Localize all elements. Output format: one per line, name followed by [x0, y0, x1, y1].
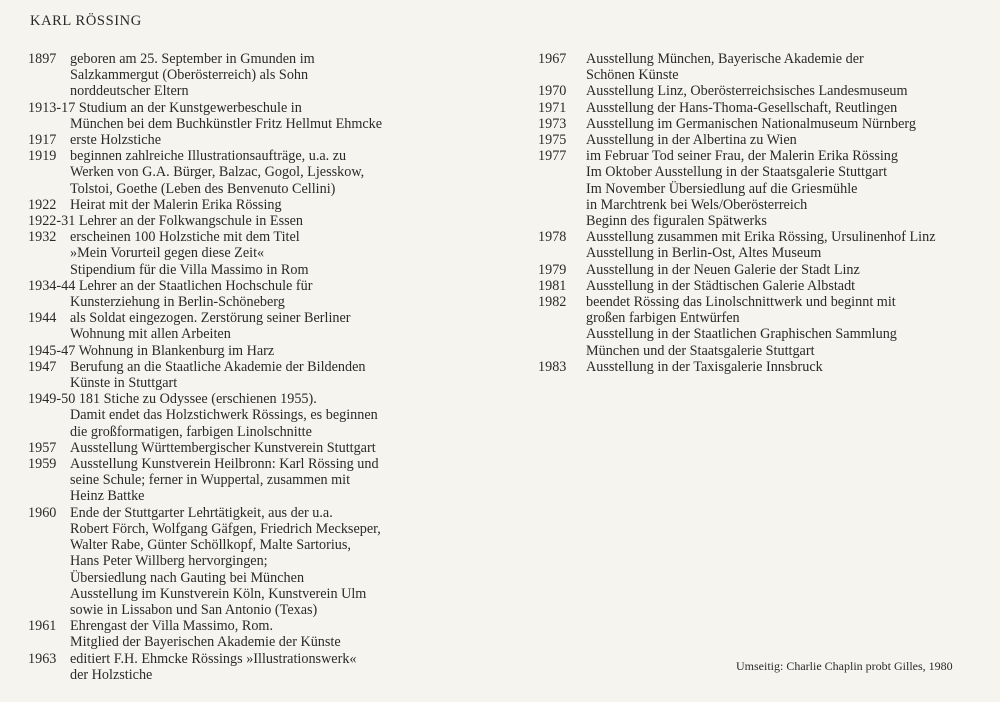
entry-year: 1917 — [28, 132, 57, 149]
entry-line: Ausstellung in der Staatlichen Graphischen Sammlung — [586, 326, 897, 343]
entry-year: 1975 — [538, 132, 567, 149]
entry-line: als Soldat eingezogen. Zerstörung seiner Berliner — [70, 310, 351, 327]
entry-text — [538, 148, 978, 229]
entry-year: 1897 — [28, 51, 57, 67]
entry-line: Kunsterziehung in Berlin-Schöneberg — [70, 294, 285, 311]
chronology-entry — [538, 229, 978, 261]
entry-year: 1970 — [538, 83, 567, 100]
entry-line: Tolstoi, Goethe (Leben des Benvenuto Cellini) — [70, 180, 336, 197]
entry-line: Ehrengast der Villa Massimo, Rom. — [70, 618, 274, 635]
entry-line: großen farbigen Entwürfen — [586, 310, 740, 327]
entry-line: Ende der Stuttgarter Lehrtätigkeit, aus der u.a. — [70, 504, 333, 521]
chronology-entry — [538, 262, 978, 278]
entry-text — [28, 229, 468, 278]
entry-text — [538, 294, 978, 359]
entry-text — [28, 440, 468, 456]
entry-year: 1963 — [28, 650, 57, 667]
entry-text — [28, 132, 468, 148]
chronology-entry — [538, 359, 978, 375]
entry-line: Ausstellung Württembergischer Kunstverein Stuttgart — [70, 439, 376, 456]
entry-line: Beginn des figuralen Spätwerks — [586, 213, 767, 230]
chronology-entry — [28, 51, 468, 100]
caption: Umseitig: Charlie Chaplin probt Gilles, 1980 — [736, 659, 953, 673]
entry-line: Ausstellung Kunstverein Heilbronn: Karl Rössing und — [70, 456, 379, 473]
chronology-entry — [28, 213, 468, 229]
entry-line: Im Oktober Ausstellung in der Staatsgalerie Stuttgart — [586, 164, 888, 181]
chronology-entry — [538, 278, 978, 294]
entry-text — [28, 310, 468, 342]
entry-line: erscheinen 100 Holzstiche mit dem Titel — [70, 229, 300, 246]
chronology-entry — [538, 51, 978, 83]
entry-line: Ausstellung in der Albertina zu Wien — [586, 132, 797, 149]
entry-text — [538, 116, 978, 132]
entry-year: 1978 — [538, 229, 567, 246]
entry-line: Werken von G.A. Bürger, Balzac, Gogol, Ljesskow, — [70, 164, 365, 181]
chronology-entry — [28, 132, 468, 148]
entry-text — [538, 83, 978, 99]
entry-line: in Marchtrenk bei Wels/Oberösterreich — [586, 196, 808, 213]
entry-text — [538, 359, 978, 375]
entry-year: 1983 — [538, 358, 567, 375]
chronology-entry — [538, 83, 978, 99]
entry-text — [28, 651, 468, 683]
entry-year: 1982 — [538, 294, 567, 311]
entry-line: seine Schule; ferner in Wuppertal, zusammen mit — [70, 472, 351, 489]
entry-year: 1977 — [538, 148, 567, 165]
chronology-entry — [28, 197, 468, 213]
entry-year: 1971 — [538, 99, 567, 116]
entry-line: Übersiedlung nach Gauting bei München — [70, 569, 305, 586]
entry-year: 1957 — [28, 439, 57, 456]
entry-line: Damit endet das Holzstichwerk Rössings, es beginnen — [70, 407, 378, 424]
entry-line: Mitglied der Bayerischen Akademie der Künste — [70, 634, 341, 651]
entry-line: 1945-47 Wohnung in Blankenburg im Harz — [28, 342, 275, 359]
entry-text — [28, 343, 468, 359]
entry-year: 1947 — [28, 358, 57, 375]
entry-line: Ausstellung zusammen mit Erika Rössing, Ursulinenhof Linz — [586, 229, 936, 246]
left-chronology-column — [28, 51, 468, 683]
chronology-entry — [28, 148, 468, 197]
entry-line: erste Holzstiche — [70, 132, 161, 149]
entry-line: Schönen Künste — [586, 67, 679, 84]
entry-year: 1932 — [28, 229, 57, 246]
entry-year: 1922 — [28, 196, 57, 213]
entry-line: Robert Förch, Wolfgang Gäfgen, Friedrich Meckseper, — [70, 520, 381, 537]
entry-line: Heirat mit der Malerin Erika Rössing — [70, 196, 282, 213]
entry-line: Ausstellung Linz, Oberösterreichsisches Landesmuseum — [586, 83, 908, 100]
entry-year: 1967 — [538, 51, 567, 67]
entry-line: Ausstellung im Germanischen Nationalmuseum Nürnberg — [586, 115, 916, 132]
entry-text — [28, 51, 468, 100]
entry-year: 1981 — [538, 277, 567, 294]
page-title: KARL RÖSSING — [30, 13, 142, 29]
entry-line: 1913-17 Studium an der Kunstgewerbeschule in — [28, 99, 302, 116]
entry-line: 1949-50 181 Stiche zu Odyssee (erschienen 1955). — [28, 391, 317, 408]
entry-line: München bei dem Buchkünstler Fritz Hellmut Ehmcke — [70, 115, 383, 132]
chronology-entry — [28, 343, 468, 359]
entry-line: im Februar Tod seiner Frau, der Malerin Erika Rössing — [586, 148, 898, 165]
entry-line: Stipendium für die Villa Massimo in Rom — [70, 261, 309, 278]
entry-text — [28, 148, 468, 197]
entry-line: Ausstellung München, Bayerische Akademie der — [586, 51, 864, 67]
chronology-entry — [28, 456, 468, 505]
chronology-entry — [28, 310, 468, 342]
chronology-entry — [538, 148, 978, 229]
entry-line: Ausstellung in der Taxisgalerie Innsbruck — [586, 358, 823, 375]
entry-text — [28, 213, 468, 229]
entry-text — [538, 132, 978, 148]
entry-text — [28, 359, 468, 391]
entry-line: Berufung an die Staatliche Akademie der Bildenden — [70, 358, 366, 375]
chronology-entry — [538, 116, 978, 132]
chronology-entry — [28, 278, 468, 310]
chronology-entry — [28, 651, 468, 683]
chronology-entry — [538, 294, 978, 359]
entry-line: Ausstellung der Hans-Thoma-Gesellschaft, Reutlingen — [586, 99, 898, 116]
entry-text — [538, 278, 978, 294]
entry-year: 1919 — [28, 148, 57, 165]
entry-year: 1961 — [28, 618, 57, 635]
entry-line: Ausstellung im Kunstverein Köln, Kunstverein Ulm — [70, 585, 367, 602]
chronology-entry — [28, 229, 468, 278]
entry-text — [28, 391, 468, 440]
entry-line: beginnen zahlreiche Illustrationsaufträge, u.a. zu — [70, 148, 347, 165]
entry-line: beendet Rössing das Linolschnittwerk und beginnt mit — [586, 294, 896, 311]
entry-line: editiert F.H. Ehmcke Rössings »Illustrationswerk« — [70, 650, 357, 667]
entry-text — [538, 262, 978, 278]
chronology-entry — [538, 100, 978, 116]
entry-line: 1922-31 Lehrer an der Folkwangschule in Essen — [28, 213, 304, 230]
entry-line: Künste in Stuttgart — [70, 375, 178, 392]
entry-line: Hans Peter Willberg hervorgingen; — [70, 553, 268, 570]
entry-text — [538, 51, 978, 83]
entry-line: Ausstellung in der Städtischen Galerie Albstadt — [586, 277, 856, 294]
entry-line: Im November Übersiedlung auf die Griesmühle — [586, 180, 858, 197]
entry-year: 1960 — [28, 504, 57, 521]
entry-text — [28, 100, 468, 132]
entry-year: 1944 — [28, 310, 57, 327]
entry-year: 1979 — [538, 261, 567, 278]
entry-line: Walter Rabe, Günter Schöllkopf, Malte Sartorius, — [70, 537, 351, 554]
entry-line: Ausstellung in Berlin-Ost, Altes Museum — [586, 245, 822, 262]
entry-text — [28, 197, 468, 213]
entry-line: »Mein Vorurteil gegen diese Zeit« — [70, 245, 265, 262]
entry-text — [538, 100, 978, 116]
entry-text — [538, 229, 978, 261]
entry-line: sowie in Lissabon und San Antonio (Texas) — [70, 601, 318, 618]
chronology-entry — [28, 440, 468, 456]
entry-text — [28, 618, 468, 650]
chronology-entry — [28, 391, 468, 440]
right-chronology-column — [538, 51, 978, 375]
chronology-entry — [28, 100, 468, 132]
entry-line: Ausstellung in der Neuen Galerie der Stadt Linz — [586, 261, 860, 278]
entry-year: 1959 — [28, 456, 57, 473]
chronology-entry — [538, 132, 978, 148]
entry-line: München und der Staatsgalerie Stuttgart — [586, 342, 815, 359]
entry-line: Salzkammergut (Oberösterreich) als Sohn — [70, 67, 309, 84]
entry-line: geboren am 25. September in Gmunden im — [70, 51, 315, 67]
entry-year: 1973 — [538, 115, 567, 132]
chronology-entry — [28, 505, 468, 618]
chronology-entry — [28, 618, 468, 650]
entry-line: die großformatigen, farbigen Linolschnitte — [70, 423, 312, 440]
entry-line: der Holzstiche — [70, 666, 153, 683]
chronology-entry — [28, 359, 468, 391]
entry-line: 1934-44 Lehrer an der Staatlichen Hochschule für — [28, 277, 313, 294]
entry-text — [28, 505, 468, 618]
entry-text — [28, 456, 468, 505]
entry-line: norddeutscher Eltern — [70, 83, 189, 100]
entry-line: Wohnung mit allen Arbeiten — [70, 326, 231, 343]
entry-text — [28, 278, 468, 310]
entry-line: Heinz Battke — [70, 488, 145, 505]
